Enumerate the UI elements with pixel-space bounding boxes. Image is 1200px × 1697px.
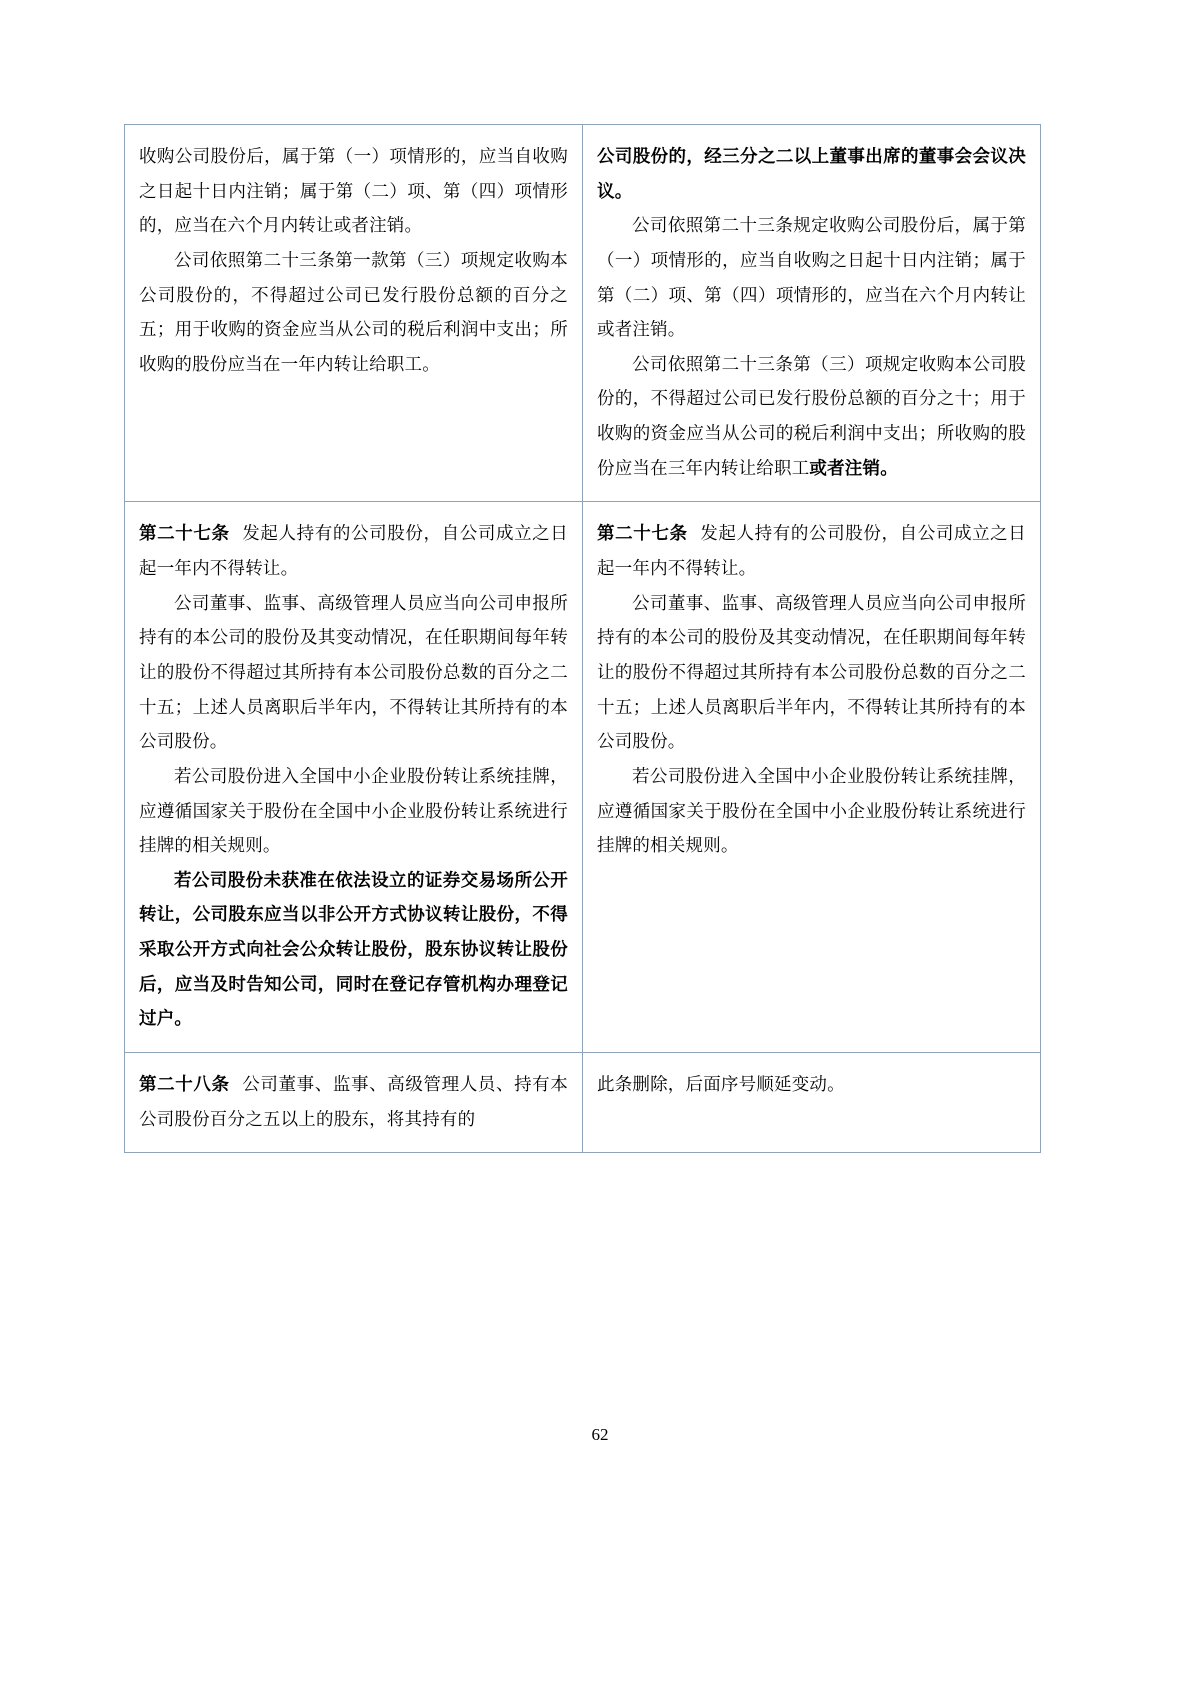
paragraph-text: 公司依照第二十三条第（三）项规定收购本公司股份的，不得超过公司已发行股份总额的百分之十；用于收购的资金应当从公司的税后利润中支出；所收购的股份应当在三年内转让给职工 [597,353,1026,478]
paragraph-text: 发起人持有的公司股份，自公司成立之日起一年内不得转让。 [597,523,1027,579]
table-cell-original [125,502,583,1053]
table-cell-revised [583,125,1041,502]
paragraph: 若公司股份进入全国中小企业股份转让系统挂牌，应遵循国家关于股份在全国中小企业股份转让系统进行挂牌的相关规则。 [139,765,568,856]
paragraph: 此条删除，后面序号顺延变动。 [597,1074,845,1095]
table-cell-revised [583,502,1041,1053]
paragraph: 收购公司股份后，属于第（一）项情形的，应当自收购之日起十日内注销；属于第（二）项、第（四）项情形的，应当在六个月内转让或者注销。 [139,146,568,236]
paragraph: 公司董事、监事、高级管理人员应当向公司申报所持有的本公司的股份及其变动情况，在任职期间每年转让的股份不得超过其所持有本公司股份总数的百分之二十五；上述人员离职后半年内，不得转让其所持有的本公司股份。 [139,592,568,752]
table-row [125,1053,1041,1153]
paragraph: 若公司股份进入全国中小企业股份转让系统挂牌，应遵循国家关于股份在全国中小企业股份转让系统进行挂牌的相关规则。 [597,765,1026,856]
table-cell-original [125,1053,583,1153]
paragraph: 若公司股份未获准在依法设立的证券交易场所公开转让，公司股东应当以非公开方式协议转让股份，不得采取公开方式向社会公众转让股份，股东协议转让股份后，应当及时告知公司，同时在登记存管机构办理登记过户。 [139,869,568,1029]
article-paragraph [597,516,1026,585]
paragraph-text: 发起人持有的公司股份，自公司成立之日起一年内不得转让。 [139,523,569,579]
table-cell-revised [583,1053,1041,1153]
paragraph: 公司董事、监事、高级管理人员应当向公司申报所持有的本公司的股份及其变动情况，在任职期间每年转让的股份不得超过其所持有本公司股份总数的百分之二十五；上述人员离职后半年内，不得转让其所持有的本公司股份。 [597,592,1026,752]
table-row [125,125,1041,502]
table-body [125,125,1041,1153]
article-number: 第二十七条 [139,523,230,544]
paragraph: 公司依照第二十三条第一款第（三）项规定收购本公司股份的，不得超过公司已发行股份总额的百分之五；用于收购的资金应当从公司的税后利润中支出；所收购的股份应当在一年内转让给职工。 [139,249,568,374]
table-cell-original [125,125,583,502]
paragraph [597,347,1026,486]
article-paragraph [139,516,568,585]
paragraph-text: 公司董事、监事、高级管理人员、持有本公司股份百分之五以上的股东，将其持有的 [139,1074,569,1129]
article-paragraph [139,1067,568,1136]
table-row [125,502,1041,1053]
paragraph: 公司依照第二十三条规定收购公司股份后，属于第（一）项情形的，应当自收购之日起十日内注销；属于第（二）项、第（四）项情形的，应当在六个月内转让或者注销。 [597,215,1026,340]
page-number: 62 [591,1425,609,1444]
paragraph-text-bold: 或者注销。 [809,457,898,478]
comparison-table [124,124,1041,1153]
article-number: 第二十七条 [597,523,688,544]
paragraph: 公司股份的，经三分之二以上董事出席的董事会会议决议。 [597,146,1026,201]
article-number: 第二十八条 [139,1074,230,1095]
